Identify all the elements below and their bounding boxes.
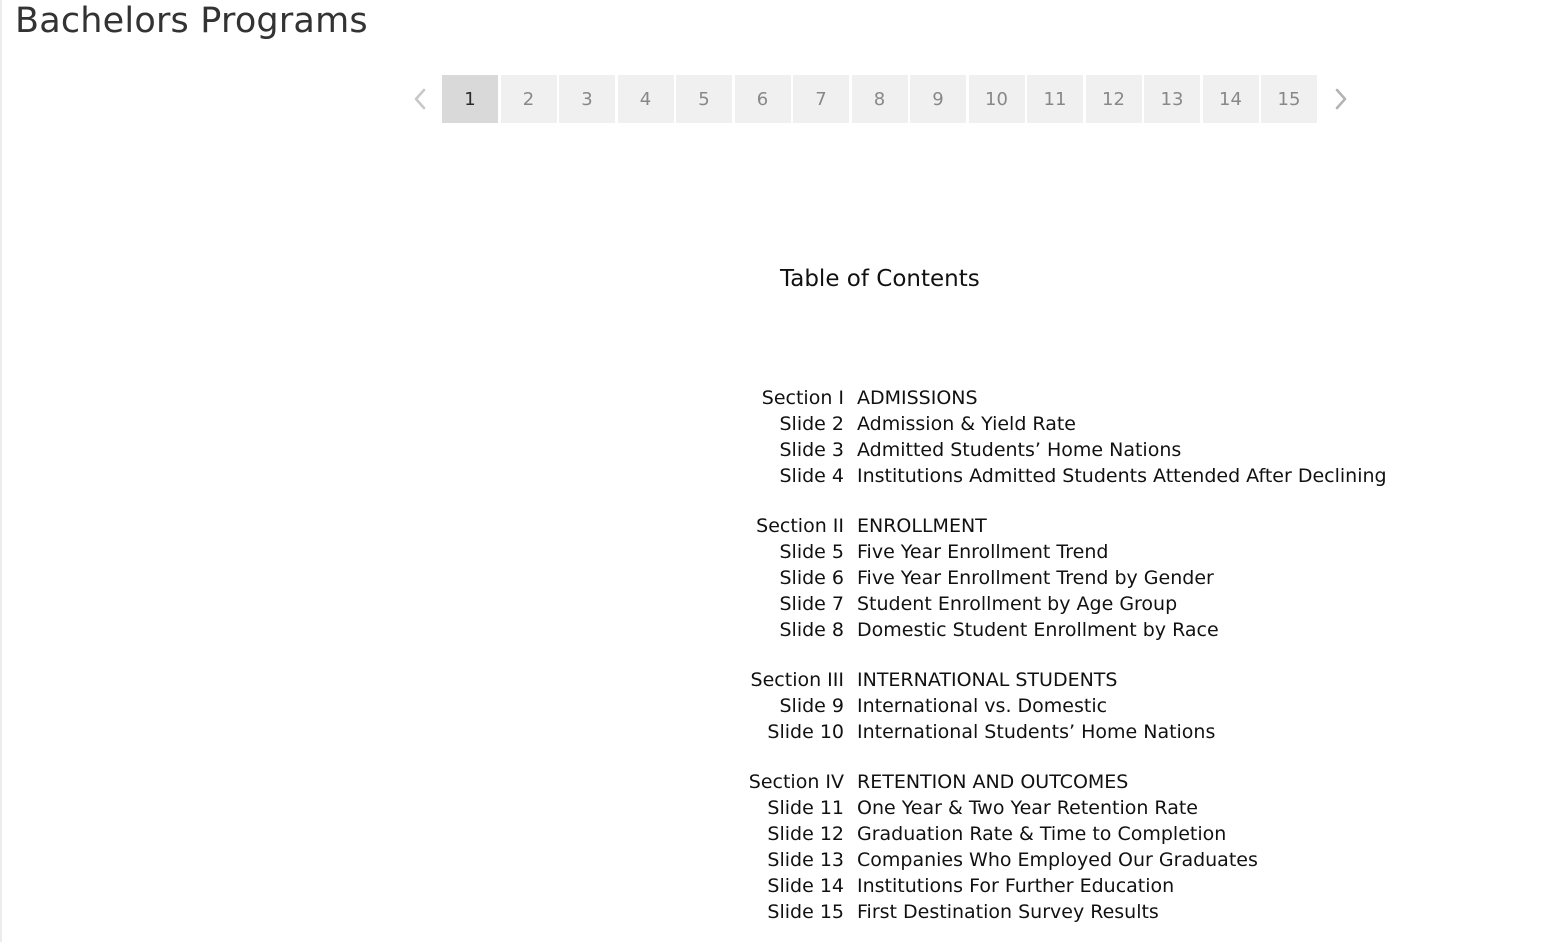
toc-label: Section I [761, 387, 844, 409]
toc-label: Slide 13 [767, 849, 844, 871]
toc-slide-row[interactable] [700, 411, 1500, 437]
toc-slide-row[interactable] [700, 693, 1500, 719]
page-button[interactable]: 10 [969, 75, 1025, 123]
toc-label: Slide 11 [767, 797, 844, 819]
pager-pages [442, 75, 1317, 123]
page-button[interactable]: 11 [1027, 75, 1083, 123]
pagination [405, 75, 1356, 123]
page-button[interactable]: 1 [442, 75, 498, 123]
page-button[interactable]: 8 [852, 75, 908, 123]
toc-label: Slide 2 [779, 413, 844, 435]
page-button[interactable]: 9 [910, 75, 966, 123]
chevron-right-icon [1334, 87, 1348, 111]
toc-label: Slide 7 [779, 593, 844, 615]
toc-section-row[interactable] [700, 769, 1500, 795]
toc-text: Institutions Admitted Students Attended After Declining [857, 465, 1387, 487]
toc-label: Section III [750, 669, 844, 691]
table-of-contents [700, 385, 1500, 925]
toc-section-row[interactable] [700, 385, 1500, 411]
chevron-left-icon [413, 87, 427, 111]
toc-section-row[interactable] [700, 513, 1500, 539]
toc-label: Section IV [748, 771, 844, 793]
pager-next-button[interactable] [1326, 75, 1356, 123]
toc-label: Slide 6 [779, 567, 844, 589]
page-button[interactable]: 4 [618, 75, 674, 123]
page-button[interactable]: 14 [1203, 75, 1259, 123]
toc-text: ENROLLMENT [857, 515, 987, 537]
page-button[interactable]: 2 [501, 75, 557, 123]
page-button[interactable]: 7 [793, 75, 849, 123]
toc-slide-row[interactable] [700, 873, 1500, 899]
toc-slide-row[interactable] [700, 463, 1500, 489]
toc-text: Admitted Students’ Home Nations [857, 439, 1182, 461]
toc-slide-row[interactable] [700, 795, 1500, 821]
toc-label: Slide 9 [779, 695, 844, 717]
toc-text: International vs. Domestic [857, 695, 1108, 717]
toc-text: International Students’ Home Nations [857, 721, 1216, 743]
page-button[interactable]: 12 [1086, 75, 1142, 123]
toc-label: Slide 8 [779, 619, 844, 641]
toc-slide-row[interactable] [700, 847, 1500, 873]
toc-label: Slide 12 [767, 823, 844, 845]
toc-label: Slide 5 [779, 541, 844, 563]
toc-text: INTERNATIONAL STUDENTS [857, 669, 1118, 691]
page-button[interactable]: 5 [676, 75, 732, 123]
left-border [0, 0, 2, 942]
toc-text: One Year & Two Year Retention Rate [857, 797, 1198, 819]
toc-label: Slide 15 [767, 901, 844, 923]
toc-slide-row[interactable] [700, 539, 1500, 565]
toc-text: RETENTION AND OUTCOMES [857, 771, 1129, 793]
toc-label: Slide 4 [779, 465, 844, 487]
toc-text: Five Year Enrollment Trend by Gender [857, 567, 1214, 589]
toc-label: Slide 14 [767, 875, 844, 897]
toc-text: Companies Who Employed Our Graduates [857, 849, 1258, 871]
toc-slide-row[interactable] [700, 719, 1500, 745]
toc-text: Institutions For Further Education [857, 875, 1175, 897]
toc-text: ADMISSIONS [857, 387, 978, 409]
toc-text: Domestic Student Enrollment by Race [857, 619, 1219, 641]
toc-slide-row[interactable] [700, 617, 1500, 643]
toc-text: First Destination Survey Results [857, 901, 1159, 923]
toc-slide-row[interactable] [700, 565, 1500, 591]
toc-heading: Table of Contents [780, 266, 980, 292]
page-button[interactable]: 6 [735, 75, 791, 123]
page-title: Bachelors Programs [15, 1, 368, 41]
toc-text: Admission & Yield Rate [857, 413, 1076, 435]
toc-slide-row[interactable] [700, 821, 1500, 847]
toc-text: Graduation Rate & Time to Completion [857, 823, 1227, 845]
toc-slide-row[interactable] [700, 437, 1500, 463]
toc-label: Section II [756, 515, 844, 537]
page-button[interactable]: 13 [1144, 75, 1200, 123]
toc-slide-row[interactable] [700, 591, 1500, 617]
pager-prev-button[interactable] [405, 75, 435, 123]
toc-label: Slide 10 [767, 721, 844, 743]
toc-slide-row[interactable] [700, 899, 1500, 925]
page-button[interactable]: 15 [1261, 75, 1317, 123]
toc-section-row[interactable] [700, 667, 1500, 693]
page-button[interactable]: 3 [559, 75, 615, 123]
toc-text: Five Year Enrollment Trend [857, 541, 1109, 563]
toc-text: Student Enrollment by Age Group [857, 593, 1178, 615]
toc-label: Slide 3 [779, 439, 844, 461]
